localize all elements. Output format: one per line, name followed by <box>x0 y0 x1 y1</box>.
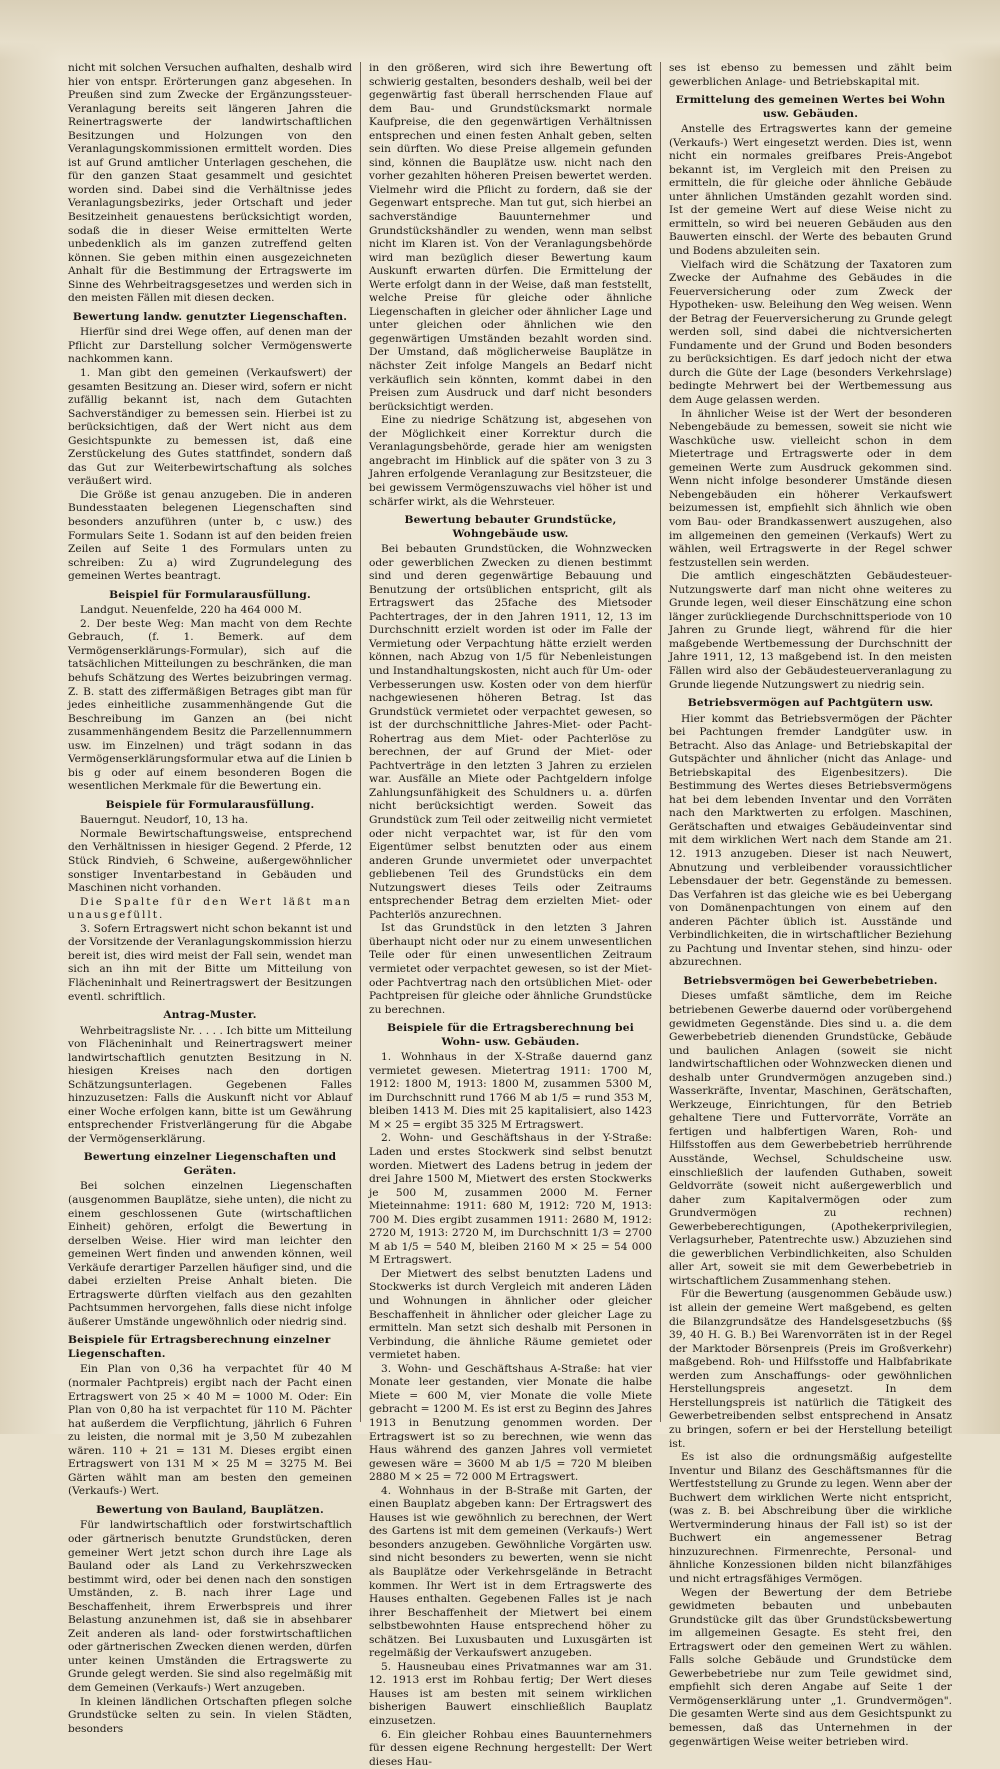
paragraph: Bei bebauten Grundstücken, die Wohnzwecken oder gewerblichen Zwecken zu dienen bestimmt sind und deren gegenwärtige Bebauung und Benutzung der ortsüblichen entspricht, gilt als Ertragswert das 25fache des Mietsoder Pachtertrages, der in den Jahren 1911, 12, 13 im Durchschnitt erzielt worden ist oder im Falle der Vermietung oder Verpachtung hätte erzielt werden können, nach Abzug von 1/5 für Nebenleistungen und Instandhaltungskosten, nicht auch für Um- oder Verbesserungen usw. Kosten oder von dem hierfür nachgewiesenen höheren Betrag. Ist das Grundstück vermietet oder verpachtet gewesen, so ist der durchschnittliche Jahres-Miet- oder Pacht-Rohertrag aus dem Miet- oder Pachterlöse zu berechnen, der auf Grund der Miet- oder Pachtverträge in den letzten 3 Jahren zu erzielen war. Ausfälle an Miete oder Pachtgeldern infolge Zahlungsunfähigkeit des Schuldners u. a. dürfen nicht berücksichtigt werden. Soweit das Grundstück zum Teil oder zeitweilig nicht vermietet oder nicht verpachtet war, ist für den vom Eigentümer selbst benutzten oder aus einem anderen Grunde unvermietet oder unverpachtet gebliebenen Teil des Grundstücks ein dem Nutzungswert dieses Teils oder Zeitraums entsprechender Betrag dem erzielten Miet- oder Pachterlös anzurechnen. <box>369 543 652 921</box>
section-heading: Beispiele für Ertragsberechnung einzelner Liegenschaften. <box>68 1334 331 1360</box>
section-heading: Beispiel für Formularausfüllung. <box>109 588 311 601</box>
paragraph: Bei solchen einzelnen Liegenschaften (ausgenommen Bauplätze, siehe unten), die nicht zu einem geschlossenen Gute (wirtschaftlichen Einheit) gehören, erfolgt die Bewertung in derselben Weise. Hier wird man leichter den gemeinen Wert finden und anwenden können, weil Verkäufe derartiger Parzellen häufiger sind, und die dabei erzielten Preise Anhalt bieten. Die Ertragswerte dürften vielfach aus den gezahlten Pachtsummen hervorgehen, falls diese nicht infolge äußerer Umstände ungewöhnlich oder niedrig sind. <box>68 1180 352 1328</box>
paragraph: Die Größe ist genau anzugeben. Die in anderen Bundesstaaten belegenen Liegenschaften sind besonders anzuführen (unter b, c usw.) des Formulars Seite 1. Sodann ist auf den beiden freien Zeilen auf Seite 1 des Formulars unten zu schreiben: Zu a) wird Zugrundelegung des gemeinen Wertes beantragt. <box>68 488 352 583</box>
paragraph: Die Spalte für den Wert läßt man unausgefüllt. <box>68 895 352 922</box>
paragraph: Der Mietwert des selbst benutzten Ladens und Stockwerks ist durch Vergleich mit anderen Läden und Wohnungen in ähnlicher oder gleicher Beschaffenheit in ähnlicher oder gleicher Lage zu ermitteln. Man setzt sich deshalb mit Personen in Verbindung, die ähnliche Räume gemietet oder vermietet haben. <box>369 1267 652 1362</box>
paragraph: Bauerngut. Neudorf, 10, 13 ha. <box>80 814 249 827</box>
paragraph: Ein Plan von 0,36 ha verpachtet für 40 M (normaler Pachtpreis) ergibt nach der Pacht einen Ertragswert von 25 × 40 M = 1000 M. Oder: Ein Plan von 0,80 ha ist verpachtet für 110 M. Pächter hat außerdem die Verpflichtung, jährlich 6 Fuhren zu leisten, die normal mit je 3,50 M zubezahlen wären. 110 + 21 = 131 M. Dieses ergibt einen Ertragswert von 131 M × 25 M = 3275 M. Bei Gärten wählt man am besten den gemeinen (Verkaufs-) Wert. <box>68 1363 352 1498</box>
paragraph: Für die Bewertung (ausgenommen Gebäude usw.) ist allein der gemeine Wert maßgebend, es gelten die Bilanzgrundsätze des Handelsgesetzbuchs (§§ 39, 40 H. G. B.) Bei Warenvorräten ist in der Regel der Marktoder Börsenpreis (Preis im Großverkehr) maßgebend. Roh- und Hilfsstoffe und Halbfabrikate werden zum Anschaffungs- oder gewöhnlichen Herstellungspreis angesetzt. In dem Herstellungspreis ist natürlich die Tätigkeit des Gewerbetreibenden selbst entsprechend in Ansatz zu bringen, sofern er bei der Herstellung beteiligt ist. <box>669 1288 952 1450</box>
paragraph: Wehrbeitragsliste Nr. . . . . Ich bitte um Mitteilung von Flächeninhalt und Reinertragswert meiner landwirtschaftlich genutzten Besitzung in N. hiesigen Kreises nach den dortigen Schätzungsunterlagen. Gegebenen Falles hinzuzusetzen: Falls die Auskunft nicht vor Ablauf einer Woche erfolgen kann, bitte ist um Gewährung entsprechender Fristverlängerung für die Abgabe der Vermögenserklärung. <box>68 1024 352 1145</box>
paragraph: Es ist also die ordnungsmäßig aufgestellte Inventur und Bilanz des Geschäftsmannes für die Wertfeststellung zu Grunde zu legen. Wenn aber der Buchwert dem wirklichen Werte nicht entspricht, (was z. B. bei Abschreibung über die wirkliche Wertverminderung hinaus der Fall ist) so ist der Buchwert ein angemessener Betrag hinzuzurechnen. Firmenrechte, Personal- und ähnliche Konzessionen bilden nicht bilanzfähiges und nicht ertragsfähiges Vermögen. <box>669 1451 952 1585</box>
section-heading: Bewertung bebauter Grundstücke, Wohngebäude usw. <box>404 514 617 540</box>
paragraph: nicht mit solchen Versuchen aufhalten, deshalb wird hier von entspr. Erörterungen ganz abgesehen. In Preußen sind zum Zwecke der Ergänzungssteuer-Veranlagung bereits seit längeren Jahren die Reinertragswerte der landwirtschaftlichen Besitzungen und Holzungen von den Veranlagungskommissionen ermittelt worden. Dies ist auf Grund amtlicher Unterlagen geschehen, die für den ganzen Staat gesammelt und gesichtet worden sind. Dabei sind die Verhältnisse jedes Veranlagungsbezirks, jeder Ortschaft und jeder Besitzeinheit genauestens berücksichtigt worden, sodaß die in dieser Weise ermittelten Werte unbedenklich als im ganzen zutreffend gelten können. Sie geben mithin einen ausgezeichneten Anhalt für die Bestimmung der Ertragswerte im Sinne des Wehrbeitragsgesetzes und werden sich in den meisten Fällen mit diesen decken. <box>68 62 352 305</box>
section-heading: Beispiele für Formularausfüllung. <box>105 798 315 811</box>
paragraph: Wegen der Bewertung der dem Betriebe gewidmeten bebauten und unbebauten Grundstücke gilt das über Grundstücksbewertung im allgemeinen Gesagte. Es steht frei, den Ertragswert oder den gemeinen Wert zu wählen. Falls solche Gebäude und Grundstücke dem Gewerbebetriebe nur zum Teile gewidmet sind, empfiehlt sich deren Angabe auf Seite 1 der Vermögenserklärung unter „1. Grundvermögen". Die gesamten Werte sind aus dem Gesichtspunkt zu bemessen, daß das Unternehmen in der gegenwärtigen Weise weiter betrieben wird. <box>669 1586 952 1748</box>
column-3 <box>660 62 960 1748</box>
paragraph: In kleinen ländlichen Ortschaften pflegen solche Grundstücke selten zu sein. In vielen Städten, besonders <box>68 1695 352 1735</box>
paragraph: Landgut. Neuenfelde, 220 ha 464 000 M. <box>80 604 302 617</box>
paragraph: in den größeren, wird sich ihre Bewertung oft schwierig gestalten, besonders deshalb, weil bei der gegenwärtig fast überall herrschenden Flaue auf dem Bau- und Grundstücksmarkt normale Kaufpreise, die den gegenwärtigen Verhältnissen entsprechen und einen festen Anhalt geben, selten sein dürften. Wo diese Preise allgemein gefunden sind, können die Bauplätze usw. nicht nach den vorher gezahlten höheren Preisen bewertet werden. Vielmehr wird die Pflicht zu fordern, daß sie der Gegenwart entspreche. Man tut gut, sich hierbei an sachverständige Bauunternehmer und Grundstückshändler zu wenden, wenn man selbst nicht im Klaren ist. Von der Veranlagungsbehörde wird man bezüglich dieser Bewertung kaum Auskunft erwarten dürfen. Die Ermittelung der Werte erfolgt dann in der Weise, daß man feststellt, welche Preise für gleiche oder ähnliche Liegenschaften in gleicher oder ähnlicher Lage und unter gleichen oder ähnlichen wie den gegenwärtigen Umständen bezahlt worden sind. Der Umstand, daß möglicherweise Bauplätze in nächster Zeit infolge Mangels an Bedarf nicht verkäuflich sein könnten, kommt dabei in den Preisen zum Ausdruck und darf nicht besonders berücksichtigt werden. <box>369 62 652 413</box>
section-heading: Betriebsvermögen bei Gewerbebetrieben. <box>683 974 938 987</box>
paragraph: Dieses umfaßt sämtliche, dem im Reiche betriebenen Gewerbe dauernd oder vorübergehend gewidmeten Gegenstände. Dies sind u. a. die dem Gewerbebetrieb dienenden Grundstücke, Gebäude und baulichen Anlagen (soweit sie nicht landwirtschaftlichen oder Wohnzwecken dienen und deshalb unter Grundvermögen anzugeben sind.) Wasserkräfte, Inventar, Maschinen, Gerätschaften, Werkzeuge, Einrichtungen, für den Betrieb gehaltene Tiere und Futtervorräte, Vorräte an fertigen und halbfertigen Waren, Roh- und Hilfsstoffen aus dem Gewerbebetrieb herrührende Ausstände, Wechsel, Schuldscheine usw. einschließlich der laufenden Guthaben, soweit Geldvorräte (soweit nicht außergewerblich und daher zum Kapitalvermögen oder zum Grundvermögen zu rechnen) Gewerbeberechtigungen, (Apothekerprivilegien, Verlagsurheber, Patentrechte usw.) Abzuziehen sind die gewerblichen Verbindlichkeiten, also Schulden aller Art, soweit sie mit dem Gewerbebetrieb in wirtschaftlichem Zusammenhang stehen. <box>669 990 952 1287</box>
paragraph: Vielfach wird die Schätzung der Taxatoren zum Zwecke der Aufnahme des Gebäudes in die Feuerversicherung oder zum Zweck der Hypotheken- usw. Beleihung den Weg weisen. Wenn der Betrag der Feuerversicherung zu Grunde gelegt werden soll, sind dabei die nichtversicherten Fundamente und der Grund und Boden besonders zu berücksichtigen. Es darf jedoch nicht der etwa durch die Güte der Lage (besonders Verkehrslage) bedingte Mehrwert bei der Wertbemessung aus dem Auge gelassen werden. <box>669 258 952 407</box>
paragraph: 3. Sofern Ertragswert nicht schon bekannt ist und der Vorsitzende der Veranlagungskommission hierzu bereit ist, dies wird meist der Fall sein, wendet man sich an ihn mit der Bitte um Mitteilung von Flächeninhalt und Reinertragswert der Besitzungen eventl. schriftlich. <box>68 922 352 1003</box>
text-columns <box>60 62 966 1768</box>
column-1 <box>60 62 360 1735</box>
top-margin-band <box>0 0 1000 60</box>
paragraph: In ähnlicher Weise ist der Wert der besonderen Nebengebäude zu bemessen, soweit sie nicht wie Waschküche usw. vielleicht schon in dem Mietertrage und Ertragswerte oder in dem gemeinen Werte zum Ausdruck gekommen sind. Wenn nicht infolge besonderer Umstände diesen Nebengebäuden ein höherer Verkaufswert beizumessen ist, empfiehlt sich ähnlich wie oben vom Bau- oder Brandkassenwert auszugehen, also im allgemeinen den gemeinen (Verkaufs) Wert zu wählen, weil Ertragswerte in der Regel schwer festzustellen sein werden. <box>669 407 952 569</box>
section-heading: Bewertung von Bauland, Bauplätzen. <box>96 1503 324 1516</box>
section-heading: Betriebsvermögen auf Pachtgütern usw. <box>687 697 934 710</box>
paragraph: Anstelle des Ertragswertes kann der gemeine (Verkaufs-) Wert eingesetzt werden. Dies ist, wenn nicht ein normales greifbares Preis-Angebot bekannt ist, im Vergleich mit den Preisen zu ermitteln, die für gleiche oder ähnliche Gebäude unter ähnlichen Umständen gezahlt worden sind. Ist der gemeine Wert auf diese Weise nicht zu ermitteln, so wird bei neueren Gebäuden aus den Bauwerten einschl. der Werte des bebauten Grund und Bodens abzuleiten sein. <box>669 123 952 258</box>
paragraph: Hierfür sind drei Wege offen, auf denen man der Pflicht zur Darstellung solcher Vermögenswerte nachkommen kann. <box>68 326 352 366</box>
paragraph: Die amtlich eingeschätzten Gebäudesteuer-Nutzungswerte darf man nicht ohne weiteres zu Grunde legen, weil dieser Einschätzung eine schon länger zurückliegende Durchschnittsperiode von 10 Jahren zu Grunde liegt, während für die hier maßgebende Wertbemessung der Durchschnitt der Jahre 1911, 12, 13 maßgebend ist. In den meisten Fällen wird also der Gebäudesteuerveranlagung zu Grunde liegende Nutzungswert zu niedrig sein. <box>669 570 952 691</box>
column-2 <box>360 62 660 1768</box>
paragraph: Hier kommt das Betriebsvermögen der Pächter bei Pachtungen fremder Landgüter usw. in Betracht. Also das Anlage- und Betriebskapital der Gutspächter und ähnlicher (nicht das Anlage- und Betriebskapital des Eigenbesitzers). Die Bestimmung des Wertes dieses Betriebsvermögens hat bei dem lebenden Inventar und den Vorräten nach den Marktwerten zu erfolgen. Maschinen, Gerätschaften und etwaiges Gebäudeinventar sind mit dem wirklichen Wert nach dem Stande am 21. 12. 1913 anzugeben. Dieser ist nach Neuwert, Abnutzung und verbleibender voraussichtlicher Lebensdauer der betr. Gegenstände zu bemessen. Das Verfahren ist das gleiche wie es bei Uebergang von Domänenpachtungen von einem auf den anderen Pächter üblich ist. Ausstände und Verbindlichkeiten, die in wirtschaftlicher Beziehung zu Pachtung und Inventar stehen, sind hinzu- oder abzurechnen. <box>669 712 952 969</box>
paragraph: 5. Hausneubau eines Privatmannes war am 31. 12. 1913 erst im Rohbau fertig; Der Wert dieses Hauses ist am besten mit seinem wirklichen bisherigen Bauwert einschließlich Bauplatz einzusetzen. <box>369 1660 652 1727</box>
paragraph: 1. Man gibt den gemeinen (Verkaufswert) der gesamten Besitzung an. Dieser wird, sofern er nicht zufällig bekannt ist, nach dem Gutachten Sachverständiger zu bemessen sein. Hierbei ist zu berücksichtigen, daß der Wert nicht aus dem Gesichtspunkte zu bemessen ist, daß eine Zerstückelung des Gutes stattfindet, sondern daß das Gut zur Weiterbewirtschaftung als solches veräußert wird. <box>68 366 352 488</box>
paragraph: ses ist ebenso zu bemessen und zählt beim gewerblichen Anlage- und Betriebskapital mit. <box>669 62 952 88</box>
paragraph: 6. Ein gleicher Rohbau eines Bauunternehmers für dessen eigene Rechnung hergestellt: Der Wert dieses Hau- <box>369 1728 652 1768</box>
paragraph: 2. Der beste Weg: Man macht von dem Rechte Gebrauch, (f. 1. Bemerk. auf dem Vermögenserklärungs-Formular), sich auf die tatsächlichen Mitteilungen zu beschränken, die man behufs Schätzung des Wertes beizubringen vermag. Z. B. statt des ziffermäßigen Betrages gibt man für jedes einheitliche zusammenhängende Gut die Beschreibung im Ganzen an (bei nicht zusammenhängendem Besitz die Parzellennummern usw. im Einzelnen) und trägt sodann in das Vermögenserklärungsformular etwa auf die Linien b bis g oder auf einem besonderen Bogen die wesentlichen Merkmale für die Bewertung ein. <box>68 617 352 793</box>
section-heading: Bewertung landw. genutzter Liegenschaften. <box>72 310 348 323</box>
paragraph: Eine zu niedrige Schätzung ist, abgesehen von der Möglichkeit einer Korrektur durch die Veranlagungsbehörde, gerade hier am wenigsten angebracht im Hinblick auf die später von 3 zu 3 Jahren erfolgende Veranlagung zur Besitzsteuer, die bei gewissem Vermögenszuwachs viel höher ist und schärfer wirkt, als die Wehrsteuer. <box>369 414 652 508</box>
paragraph: Normale Bewirtschaftungsweise, entsprechend den Verhältnissen in hiesiger Gegend. 2 Pferde, 12 Stück Rindvieh, 6 Schweine, außergewöhnlicher sonstiger Inventarbestand in Gebäuden und Maschinen nicht vorhanden. <box>68 827 352 895</box>
paragraph: Für landwirtschaftlich oder forstwirtschaftlich oder gärtnerisch benutzte Grundstücken, deren gemeiner Wert jetzt schon durch ihre Lage als Bauland oder als Land zu Verkehrszwecken bestimmt wird, oder bei denen nach den sonstigen Umständen, z. B. nach ihrer Lage und Beschaffenheit, ihrem Erwerbspreis und ihrer Belastung anzunehmen ist, daß sie in absehbarer Zeit anderen als land- oder forstwirtschaftlichen oder gärtnerischen Zwecken dienen werden, dürfen unter keinen Umständen die Ertragswerte zu Grunde gelegt werden. Sie sind also regelmäßig mit dem Gemeinen (Verkaufs-) Wert anzugeben. <box>68 1519 352 1695</box>
paragraph: 3. Wohn- und Geschäftshaus A-Straße: hat vier Monate leer gestanden, vier Monate die halbe Miete = 600 M, vier Monate die volle Miete gebracht = 1200 M. Es ist erst zu Beginn des Jahres 1913 in Benutzung genommen worden. Der Ertragswert ist so zu berechnen, wie wenn das Haus während des ganzen Jahres voll vermietet gewesen wäre = 3600 M ab 1/5 = 720 M bleiben 2880 M × 25 = 72 000 M Ertragswert. <box>369 1362 652 1484</box>
section-heading: Beispiele für die Ertragsberechnung bei Wohn- usw. Gebäuden. <box>387 1022 634 1048</box>
paragraph: 2. Wohn- und Geschäftshaus in der Y-Straße: Laden und erstes Stockwerk sind selbst benutzt worden. Mietwert des Ladens betrug in jedem der drei Jahre 1500 M, Mietwert des ersten Stockwerks je 500 M, zusammen 2000 M. Ferner Mieteinnahme: 1911: 680 M, 1912: 720 M, 1913: 700 M. Dies ergibt zusammen 1911: 2680 M, 1912: 2720 M, 1913: 2720 M, im Durchschnitt 1/3 = 2700 M ab 1/5 = 540 M, bleiben 2160 M × 25 = 54 000 M Ertragswert. <box>369 1132 652 1267</box>
section-heading: Ermittelung des gemeinen Wertes bei Wohn usw. Gebäuden. <box>675 94 946 120</box>
section-heading: Bewertung einzelner Liegenschaften und Geräten. <box>83 1151 337 1177</box>
paragraph: 1. Wohnhaus in der X-Straße dauernd ganz vermietet gewesen. Mietertrag 1911: 1700 M, 1912: 1800 M, 1913: 1800 M, zusammen 5300 M, im Durchschnitt rund 1766 M ab 1/5 = rund 353 M, bleiben 1413 M. Dies mit 25 kapitalisiert, also 1423 M × 25 = ergibt 35 325 M Ertragswert. <box>369 1051 652 1131</box>
section-heading: Antrag-Muster. <box>163 1009 257 1022</box>
paragraph: Ist das Grundstück in den letzten 3 Jahren überhaupt nicht oder nur zu einem unwesentlichen Teile oder für einen unwesentlichen Zeitraum vermietet oder verpachtet gewesen, so ist der Miet- oder Pachtvertrag nach den ortsüblichen Miet- oder Pachtpreisen für gleiche oder ähnliche Grundstücke zu berechnen. <box>369 922 652 1016</box>
paragraph: 4. Wohnhaus in der B-Straße mit Garten, der einen Bauplatz abgeben kann: Der Ertragswert des Hauses ist wie gewöhnlich zu berechnen, der Wert des Gartens ist mit dem gemeinen (Verkaufs-) Wert besonders anzugeben. Gewöhnliche Vorgärten usw. sind nicht besonders zu bewerten, wenn sie nicht als Bauplätze oder Verkehrsgelände in Betracht kommen. Ihr Wert ist in dem Ertragswerte des Hauses enthalten. Gegebenen Falles ist je nach ihrer Beschaffenheit der Mietwert bei einem selbstbewohnten Hause entsprechend höher zu schätzen. Bei Luxusbauten und Luxusgärten ist regelmäßig der Verkaufswert anzugeben. <box>369 1484 652 1660</box>
